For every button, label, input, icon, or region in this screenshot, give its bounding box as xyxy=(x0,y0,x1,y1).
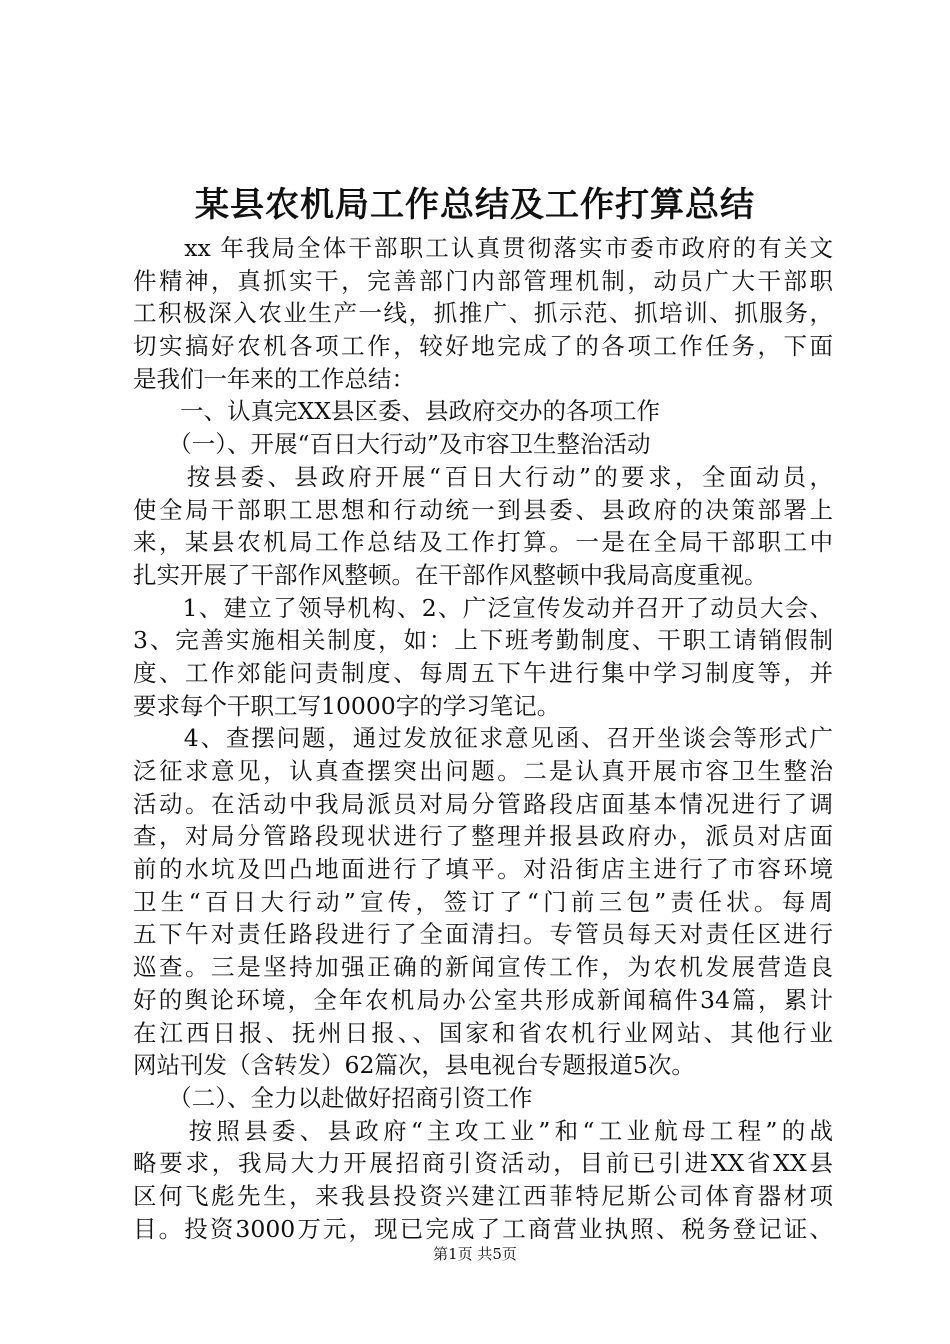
text-line: （二）、全力以赴做好招商引资工作 xyxy=(133,1083,533,1112)
text-line: 切实搞好农机各项工作，较好地完成了的各项工作任务，下面 xyxy=(133,332,833,361)
text-line: 略要求，我局大力开展招商引资活动，目前已引进XX省XX县 xyxy=(133,1149,833,1178)
document-title: 某县农机局工作总结及工作打算总结 xyxy=(195,185,755,225)
text-line: 好的舆论环境，全年农机局办公室共形成新闻稿件34篇，累计 xyxy=(133,985,833,1014)
page-footer: 第1页 共5页 xyxy=(433,1245,517,1263)
text-line: 1、建立了领导机构、2、广泛宣传发动并召开了动员大会、 xyxy=(133,593,833,622)
text-line: 网站刊发（含转发）62篇次，县电视台专题报道5次。 xyxy=(133,1051,695,1080)
text-line: 五下午对责任路段进行了全面清扫。专管员每天对责任区进行 xyxy=(133,920,833,949)
text-line: （一）、开展“百日大行动”及市容卫生整治活动 xyxy=(133,430,651,459)
text-line: 区何飞彪先生，来我县投资兴建江西菲特尼斯公司体育器材项 xyxy=(133,1181,833,1210)
text-line: 扎实开展了干部作风整顿。在干部作风整顿中我局高度重视。 xyxy=(133,560,768,589)
text-line: 来，某县农机局工作总结及工作打算。一是在全局干部职工中 xyxy=(133,528,833,557)
text-line: 泛征求意见，认真查摆突出问题。二是认真开展市容卫生整治 xyxy=(133,757,833,785)
text-line: 是我们一年来的工作总结： xyxy=(133,364,415,393)
text-line: 工积极深入农业生产一线，抓推广、抓示范、抓培训、抓服务， xyxy=(133,299,833,328)
text-line: 活动。在活动中我局派员对局分管路段店面基本情况进行了调 xyxy=(133,789,833,818)
text-line: xx 年我局全体干部职工认真贯彻落实市委市政府的有关文 xyxy=(133,234,833,262)
text-line: 要求每个干职工写10000字的学习笔记。 xyxy=(133,691,561,720)
text-line: 按照县委、县政府“主攻工业”和“工业航母工程”的战 xyxy=(133,1116,833,1145)
document-body xyxy=(133,232,833,1245)
text-line: 按县委、县政府开展“百日大行动”的要求，全面动员， xyxy=(133,462,833,491)
text-line: 查，对局分管路段现状进行了整理并报县政府办，派员对店面 xyxy=(133,822,833,851)
text-line: 卫生“百日大行动”宣传，签订了“门前三包”责任状。每周 xyxy=(133,887,833,916)
text-line: 3、完善实施相关制度，如：上下班考勤制度、干职工请销假制 xyxy=(133,626,833,655)
text-line: 前的水坑及凹凸地面进行了填平。对沿街店主进行了市容环境 xyxy=(133,855,833,884)
text-line: 4、查摆问题，通过发放征求意见函、召开坐谈会等形式广 xyxy=(133,724,833,753)
text-line: 使全局干部职工思想和行动统一到县委、县政府的决策部署上 xyxy=(133,495,833,524)
text-line: 巡查。三是坚持加强正确的新闻宣传工作，为农机发展营造良 xyxy=(133,953,833,982)
text-line: 度、工作郊能问责制度、每周五下午进行集中学习制度等，并 xyxy=(133,658,833,687)
text-line: 目。投资3000万元，现已完成了工商营业执照、税务登记证、 xyxy=(133,1214,833,1243)
text-line: 件精神，真抓实干，完善部门内部管理机制，动员广大干部职 xyxy=(133,266,833,295)
text-line: 在江西日报、抚州日报、、国家和省农机行业网站、其他行业 xyxy=(133,1018,833,1047)
text-line: 一、认真完XX县区委、县政府交办的各项工作 xyxy=(133,397,660,426)
